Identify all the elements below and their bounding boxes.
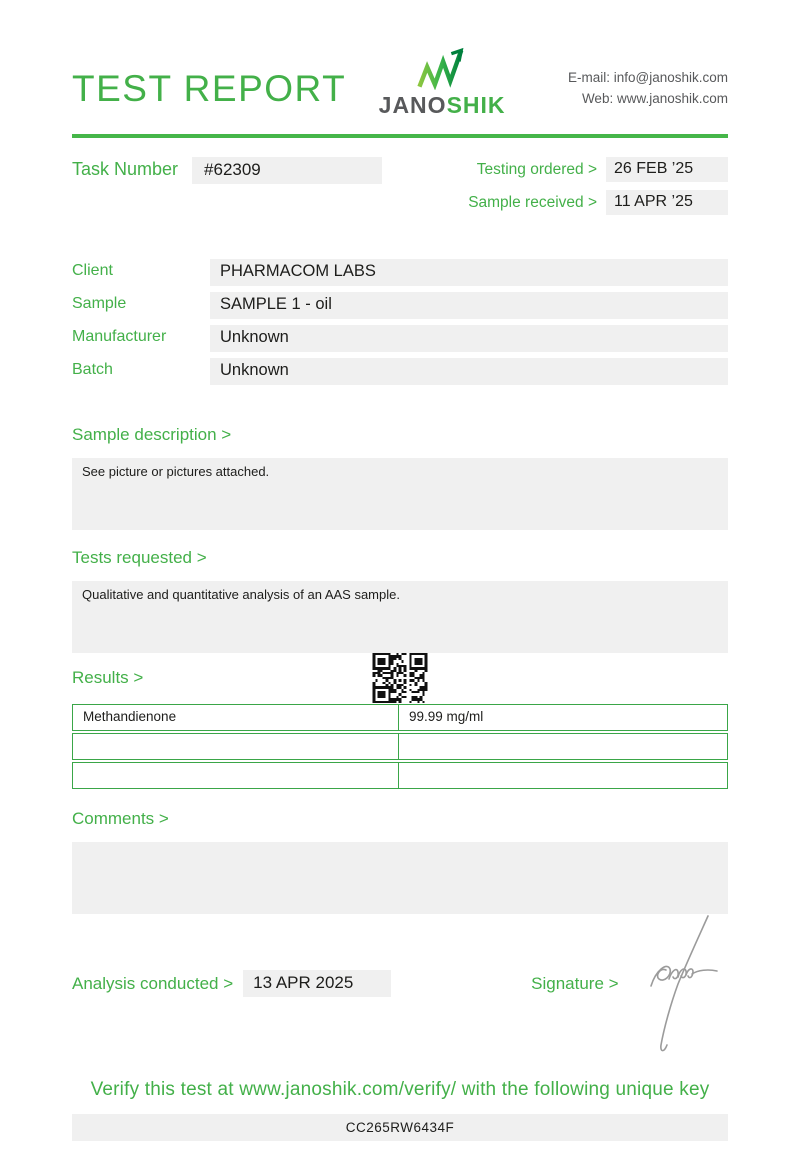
sample-label: Sample bbox=[72, 295, 127, 312]
contact-web: Web: www.janoshik.com bbox=[581, 90, 728, 106]
sample-value: SAMPLE 1 - oil bbox=[210, 292, 728, 319]
verify-instruction: Verify this test at www.janoshik.com/verify/ with the following unique key bbox=[90, 1079, 710, 1100]
batch-value: Unknown bbox=[210, 358, 728, 385]
unique-key: CC265RW6434F bbox=[72, 1114, 728, 1141]
results-section bbox=[72, 668, 728, 789]
batch-label: Batch bbox=[72, 361, 113, 378]
task-number-value: #62309 bbox=[192, 157, 382, 184]
tests-requested-heading: Tests requested > bbox=[72, 548, 207, 567]
header-divider bbox=[72, 134, 728, 138]
result-value-cell bbox=[398, 733, 728, 760]
manufacturer-label: Manufacturer bbox=[72, 328, 167, 345]
comments-section bbox=[72, 809, 728, 914]
analysis-signature-row bbox=[72, 970, 728, 997]
table-row bbox=[72, 733, 728, 760]
result-value-cell bbox=[398, 762, 728, 789]
detail-row-client bbox=[72, 259, 728, 286]
sample-received-row bbox=[468, 190, 728, 215]
detail-row-batch bbox=[72, 358, 728, 385]
detail-row-manufacturer bbox=[72, 325, 728, 352]
contact-email: E-mail: info@janoshik.com bbox=[567, 70, 728, 85]
tests-requested-section bbox=[72, 548, 728, 653]
dates-group bbox=[468, 157, 728, 215]
sample-description-text: See picture or pictures attached. bbox=[72, 458, 728, 530]
client-label: Client bbox=[72, 262, 113, 279]
signature-label: Signature > bbox=[531, 973, 619, 993]
details-section bbox=[72, 259, 728, 385]
client-value: PHARMACOM LABS bbox=[210, 259, 728, 286]
task-number-label: Task Number bbox=[72, 159, 179, 179]
logo-text-shik: SHIK bbox=[446, 92, 506, 118]
analysis-conducted-label: Analysis conducted > bbox=[72, 973, 234, 993]
analysis-date: 13 APR 2025 bbox=[243, 970, 391, 997]
table-row bbox=[72, 704, 728, 731]
page-title: TEST REPORT bbox=[72, 68, 347, 109]
sample-received-date: 11 APR ’25 bbox=[606, 190, 728, 215]
sample-description-section bbox=[72, 425, 728, 530]
result-substance-cell bbox=[72, 762, 398, 789]
sample-received-label: Sample received > bbox=[468, 193, 597, 211]
table-row bbox=[72, 762, 728, 789]
signature-image bbox=[642, 912, 734, 1060]
testing-ordered-label: Testing ordered > bbox=[476, 160, 597, 178]
result-substance-cell bbox=[72, 733, 398, 760]
sample-description-heading: Sample description > bbox=[72, 425, 232, 444]
task-number-group bbox=[72, 157, 382, 215]
task-section bbox=[72, 157, 728, 215]
results-table bbox=[72, 704, 728, 789]
manufacturer-value: Unknown bbox=[210, 325, 728, 352]
janoshik-logo bbox=[379, 46, 506, 119]
testing-ordered-date: 26 FEB ’25 bbox=[606, 157, 728, 182]
result-value-cell: 99.99 mg/ml bbox=[398, 704, 728, 731]
qr-code bbox=[373, 653, 428, 703]
comments-text bbox=[72, 842, 728, 914]
tests-requested-text: Qualitative and quantitative analysis of an AAS sample. bbox=[72, 581, 728, 653]
testing-ordered-row bbox=[468, 157, 728, 182]
logo-wordmark bbox=[379, 92, 506, 119]
logo-text-jano: JANO bbox=[378, 92, 447, 118]
growth-chart-arrow-icon bbox=[409, 46, 475, 90]
comments-heading: Comments > bbox=[72, 809, 169, 828]
result-substance-cell: Methandienone bbox=[72, 704, 398, 731]
detail-row-sample bbox=[72, 292, 728, 319]
contact-info bbox=[568, 46, 728, 110]
results-heading: Results > bbox=[72, 668, 144, 687]
report-header bbox=[72, 0, 728, 119]
